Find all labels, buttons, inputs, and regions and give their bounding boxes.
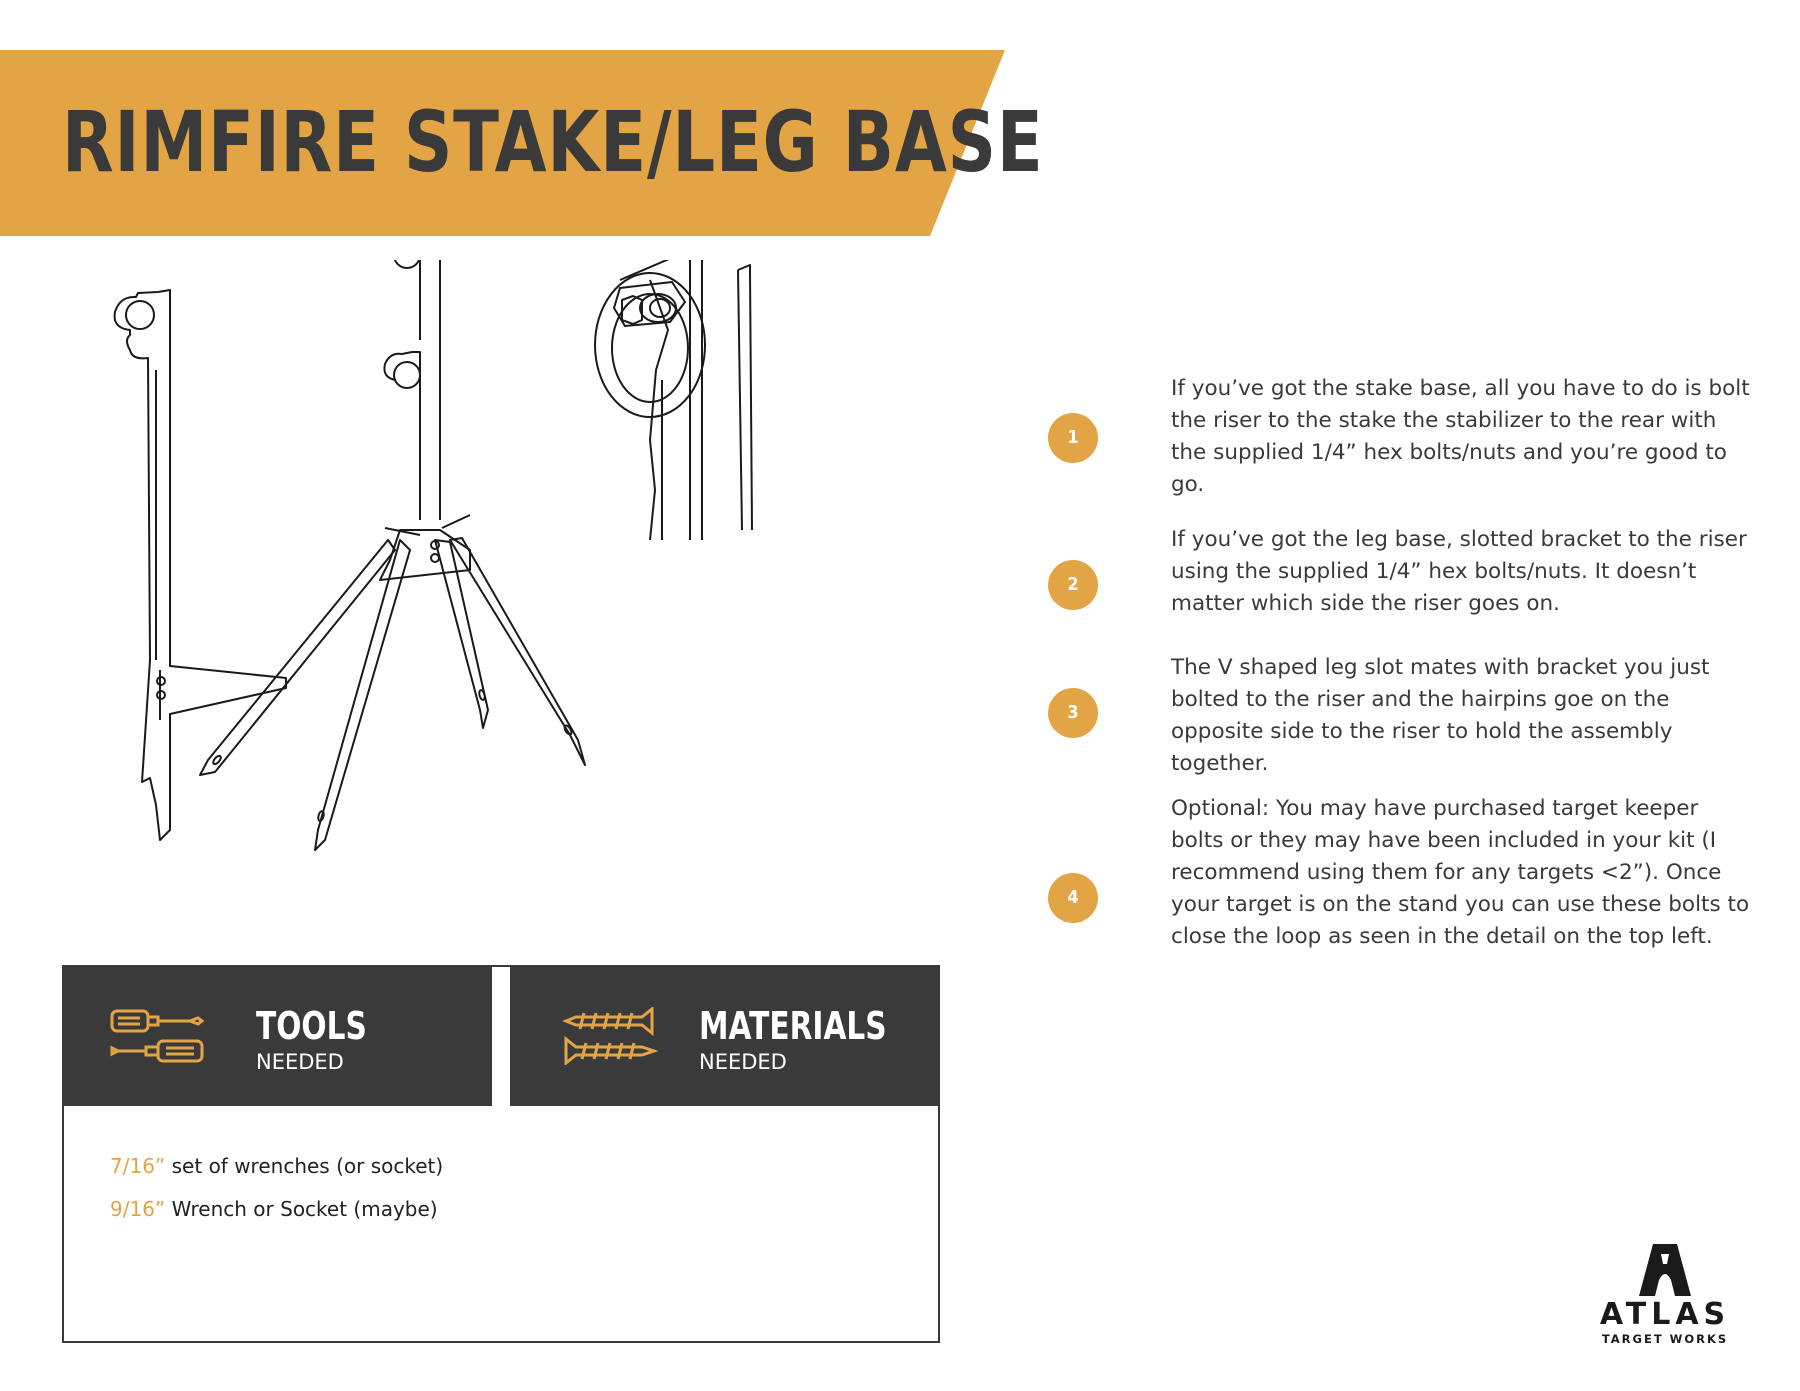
logo-tagline: TARGET WORKS bbox=[1601, 1332, 1729, 1346]
tool-name: Wrench or Socket (maybe) bbox=[171, 1197, 438, 1221]
step-text: If you’ve got the stake base, all you have to do is bolt the riser to the stake the stabilizer to the rear with the supplied 1/4” hex bolts/nuts and you’re good to go. bbox=[1171, 376, 1750, 497]
step-text: Optional: You may have purchased target keeper bolts or they may have been included in your kit (I recommend using them for any targets <2”). Once your target is on the stand you can use these bolts to close the loop as seen in the detail on the top left. bbox=[1171, 796, 1750, 949]
materials-title: MATERIALS bbox=[699, 1004, 887, 1048]
tools-subtitle: NEEDED bbox=[256, 1050, 344, 1074]
page-title: RIMFIRE STAKE/LEG BASE bbox=[62, 93, 1044, 191]
logo-wordmark: ATLAS bbox=[1599, 1297, 1731, 1332]
tool-size: 7/16” bbox=[110, 1154, 166, 1178]
materials-subtitle: NEEDED bbox=[699, 1050, 787, 1074]
leg-base-illustration bbox=[200, 260, 585, 850]
list-item bbox=[110, 1145, 443, 1188]
step-text: If you’ve got the leg base, slotted bracket to the riser using the supplied 1/4” hex bolts/nuts. It doesn’t matter which side the riser goes on. bbox=[1171, 527, 1747, 616]
materials-panel bbox=[510, 965, 940, 1106]
tools-list bbox=[110, 1145, 443, 1231]
tools-panel bbox=[62, 965, 492, 1106]
stake-base-illustration bbox=[115, 290, 286, 840]
assembly-illustrations bbox=[90, 260, 850, 940]
target-keeper-detail-illustration bbox=[595, 260, 752, 540]
tool-size: 9/16” bbox=[110, 1197, 166, 1221]
screwdrivers-icon bbox=[110, 1007, 204, 1065]
step-number-badge: 2 bbox=[1048, 560, 1098, 610]
tool-name: set of wrenches (or socket) bbox=[171, 1154, 444, 1178]
step-number-badge: 4 bbox=[1048, 873, 1098, 923]
step-number-badge: 3 bbox=[1048, 688, 1098, 738]
step-text: The V shaped leg slot mates with bracket you just bolted to the riser and the hairpins goe on the opposite side to the riser to hold the assembly together. bbox=[1171, 655, 1710, 776]
atlas-a-mark-icon bbox=[1575, 1240, 1755, 1300]
step-number-badge: 1 bbox=[1048, 413, 1098, 463]
screws-icon bbox=[562, 1007, 658, 1065]
atlas-logo bbox=[1575, 1240, 1755, 1350]
list-item bbox=[110, 1188, 443, 1231]
tools-title: TOOLS bbox=[256, 1004, 367, 1048]
